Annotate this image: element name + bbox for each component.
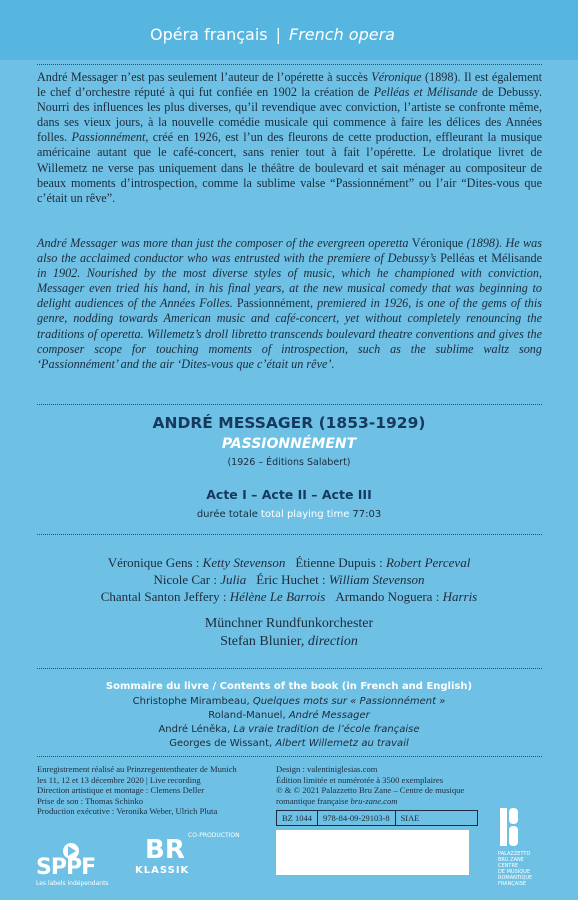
palazzetto-logo (498, 808, 532, 887)
cast-role: Harris (442, 589, 478, 604)
divider-contents (37, 668, 542, 669)
website-link[interactable]: bru-zane.com (350, 795, 398, 806)
series-title-en: French opera (289, 25, 395, 44)
klassik-wordmark: KLASSIK (135, 865, 190, 876)
contents-title: Quelques mots sur « Passionnément » (252, 696, 446, 707)
credit-line: Design : valentiniglesias.com (276, 764, 378, 774)
duration-value: 77:03 (352, 509, 382, 520)
intro-fr-text-2: (1898). Il est également le chef d’orchestre réputé à qui fut confiée en 1902 la création de (37, 70, 542, 100)
cast-role: Robert Perceval (385, 555, 471, 570)
br-klassik-logo (135, 835, 189, 876)
credit-text: romantique française (276, 795, 349, 806)
isbn-number: 978-84-09-29103-8 (318, 811, 396, 825)
contents-item (0, 724, 578, 735)
contents-heading: Sommaire du livre / Contents of the book (in French and English) (105, 681, 473, 692)
cast-role: Hélène Le Barrois (229, 589, 326, 604)
composer-name: ANDRÉ MESSAGER (1853-1929) (152, 414, 426, 432)
duration-label-en: total playing time (260, 509, 350, 520)
intro-en-text-2: (1898). He was also the acclaimed conductor who was entrusted with the premiere of Debussy’s (37, 236, 542, 266)
palazzetto-text (498, 851, 532, 887)
credit-line: Prise de son : Thomas Schinko (37, 795, 144, 806)
divider-top (37, 64, 542, 65)
contents-author: André Léněka, (158, 724, 231, 735)
intro-en-work-2: Pelléas et Mélisande (440, 251, 542, 266)
cast-role: William Stevenson (328, 572, 425, 587)
sppf-wordmark: SPPF (36, 855, 96, 880)
contents-item (0, 710, 578, 721)
header-band (0, 0, 578, 60)
duration-label-fr: durée totale (196, 509, 258, 520)
edition-note: (1926 – Éditions Salabert) (227, 457, 351, 468)
palazzetto-line: CENTRE (498, 863, 519, 869)
contents-item (0, 738, 578, 749)
contents-title: Albert Willemetz au travail (275, 738, 409, 749)
cast-role: Julia (220, 572, 247, 587)
conductor-name: Stefan Blunier, (220, 634, 305, 649)
palazzetto-line: BRU ZANE (498, 857, 524, 863)
credit-line: Direction artistique et montage : Clemens Deller (37, 785, 205, 796)
coproduction-label: CO-PRODUCTION (188, 832, 240, 839)
credit-line: Enregistrement réalisé au Prinzregententheater de Munich (37, 764, 237, 774)
palazzetto-mark-icon (498, 808, 520, 846)
work-title: PASSIONNÉMENT (221, 436, 357, 452)
cast-row-3: Chantal Santon Jeffery : Hélène Le Barrois Armando Noguera : Harris (100, 589, 478, 604)
credit-line (276, 796, 464, 807)
cast-row-1: Véronique Gens : Ketty Stevenson Étienne Dupuis : Robert Perceval (107, 555, 471, 570)
cast-row-2: Nicole Car : Julia Éric Huchet : William Stevenson (153, 572, 425, 587)
intro-en-text-1: André Messager was more than just the composer of the evergreen operetta (37, 236, 412, 250)
cast-singer: Nicole Car (153, 572, 211, 587)
credit-line: ℗ & © 2021 Palazzetto Bru Zane – Centre de musique (276, 785, 465, 796)
conductor-role: direction (307, 634, 358, 649)
cast-singer: Étienne Dupuis (295, 555, 376, 570)
cast-role: Ketty Stevenson (202, 555, 286, 570)
contents-title: André Messager (288, 710, 370, 721)
credit-line: Production exécutive : Veronika Weber, Ulrich Pluta (37, 806, 218, 817)
catalog-number: BZ 1044 (277, 811, 318, 825)
br-wordmark: BR (145, 835, 185, 865)
intro-fr-work-2: Pelléas et Mélisande (373, 85, 478, 100)
sppf-logo (36, 842, 109, 895)
cast-singer: Éric Huchet (256, 572, 319, 587)
conductor-line (0, 634, 578, 650)
divider-program (37, 404, 542, 405)
acts-list: Acte I – Acte II – Acte III (206, 487, 372, 502)
publication-credits (276, 764, 464, 806)
palazzetto-line: FRANÇAISE (498, 881, 527, 887)
series-title (150, 25, 395, 44)
intro-english (37, 236, 542, 372)
intro-fr-work-3: Passionnément (71, 130, 146, 145)
contents-author: Roland-Manuel, (208, 710, 286, 721)
credit-line: les 11, 12 et 13 décembre 2020 | Live recording (37, 774, 201, 785)
cast-singer: Chantal Santon Jeffery (100, 589, 220, 604)
intro-en-work-3: Passionnément (236, 296, 310, 311)
palazzetto-line: ROMANTIQUE (498, 875, 533, 881)
credit-line: Édition limitée et numérotée à 3500 exemplaires (276, 774, 444, 785)
contents-item (0, 696, 578, 707)
divider-credits (37, 756, 542, 757)
cast-singer: Véronique Gens (107, 555, 193, 570)
intro-fr-text-3: de Debussy. Nourri des influences les plus diverses, qu’il revendique avec conviction, l’artiste se confronte même, dans ses vieux jours, à la nouvelle comédie musicale qui commence à faire les délices des Années folles. (37, 85, 542, 145)
duration-line (0, 509, 578, 520)
intro-fr-text-4: , créé en 1926, est l’un des fleurons de cette production, effleurant la musique américaine autant que le café-concert, sans renier tout à fait l’opérette. Le drolatique livret de Willemetz ne verse pas uniquement dans le théâtre de boulevard et sait ménager au compositeur de beaux moments d’introspection, comme la sublime valse “Passionnément” ou l’air “Dites-vous que c’était un rêve”. (37, 130, 543, 205)
orchestra-name: Münchner Rundfunkorchester (204, 616, 374, 631)
cast-singer: Armando Noguera (335, 589, 433, 604)
contents-title: La vraie tradition de l’école française (233, 724, 420, 735)
palazzetto-line: PALAZZETTO (498, 851, 531, 857)
intro-en-work-1: Véronique (411, 236, 464, 250)
intro-en-text-4: , premiered in 1926, is one of the gems of this genre, nodding towards American music and café-concert, yet without completely renouncing the traditions of operetta. Willemetz’s droll libretto transcends boulevard theatre conventions and gives the composer scope for touching moments of introspection, such as the sublime waltz song ‘Passionnément’ and the air ‘Dites-vous que c’était un rêve’. (37, 296, 542, 371)
catalog-box (276, 810, 478, 826)
siae-label: SIAE (400, 813, 420, 823)
intro-en-text-3: in 1902. Nourished by the most diverse styles of music, which he championed with conviction, Messager even tried his hand, in his final years, at the new musical comedy that was beginning to delight audiences of the Années Folles. (37, 266, 542, 311)
intro-fr-work-1: Véronique (371, 70, 422, 84)
divider-cast (37, 534, 542, 535)
intro-french (37, 70, 542, 206)
palazzetto-line: DE MUSIQUE (498, 869, 530, 875)
series-separator: | (275, 25, 281, 44)
series-title-fr: Opéra français (150, 25, 268, 44)
contents-author: Christophe Mirambeau, (132, 696, 250, 707)
barcode-area (276, 830, 469, 875)
sppf-tagline: Les labels indépendants (36, 880, 109, 887)
recording-credits (37, 764, 237, 817)
contents-author: Georges de Wissant, (169, 738, 273, 749)
intro-fr-text-1: André Messager n’est pas seulement l’auteur de l’opérette à succès (37, 70, 372, 84)
